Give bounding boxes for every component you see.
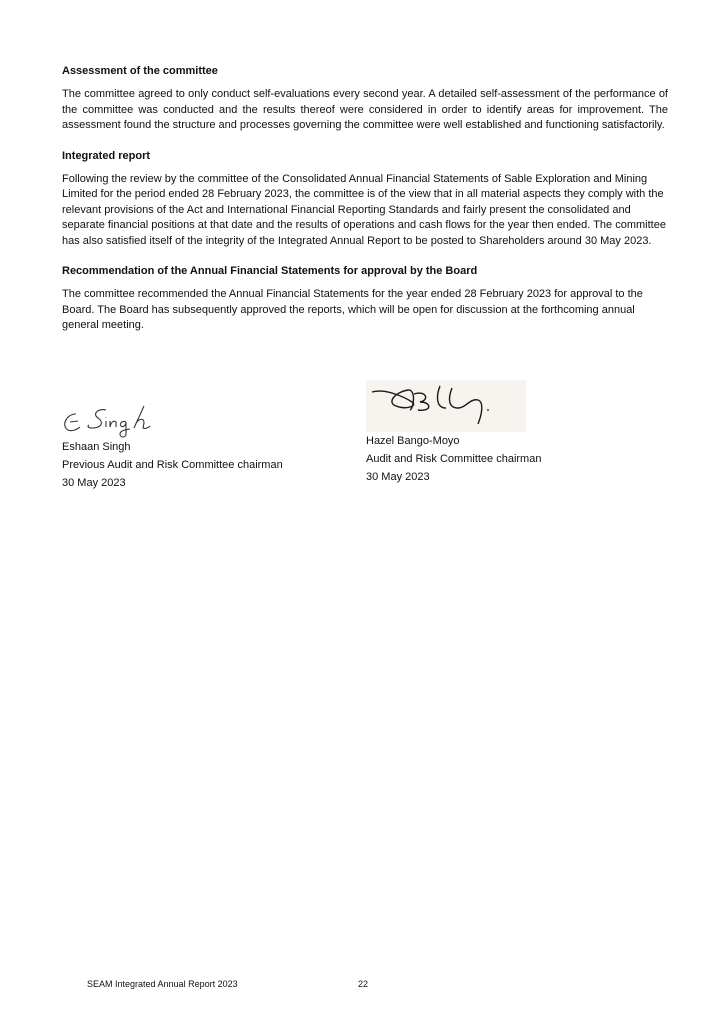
document-body — [62, 64, 668, 349]
section-heading: Recommendation of the Annual Financial Statements for approval by the Board — [62, 265, 478, 277]
footer-report-title: SEAM Integrated Annual Report 2023 — [87, 979, 238, 989]
section-body: The committee recommended the Annual Financial Statements for the year ended 28 February 2023 for approval to the Board. The Board has subsequently approved the reports, which will be open for discussion at the forthcoming annual general meeting. — [62, 288, 643, 331]
section-assessment — [62, 64, 668, 134]
section-recommendation — [62, 264, 668, 334]
signatory-title: Audit and Risk Committee chairman — [366, 453, 542, 465]
section-body: Following the review by the committee of the Consolidated Annual Financial Statements of Sable Exploration and Mining Limited for the period ended 28 February 2023, the committee is of the view that in all material aspects they comply with the relevant provisions of the Act and International Financial Reporting Standards and fairly present the consolidated and separate financial positions at that date and the results of operations and cash flows for the year then ended. The committee has also satisfied itself of the integrity of the Integrated Annual Report to be posted to Shareholders around 30 May 2023. — [62, 172, 666, 247]
section-heading: Integrated report — [62, 149, 151, 162]
footer-page-number: 22 — [358, 979, 369, 989]
signature-singh — [62, 404, 172, 438]
signatory-date: 30 May 2023 — [62, 477, 126, 489]
signature-bango-moyo — [366, 380, 526, 432]
section-body: The committee agreed to only conduct self-evaluations every second year. A detailed self-assessment of the performance of the committee was conducted and the results thereof were considered in order to identify areas for improvement. The assessment found the structure and processes governing the committee were well established and functioning satisfactorily. — [62, 88, 668, 131]
signatory-title: Previous Audit and Risk Committee chairman — [62, 459, 283, 471]
section-integrated-report — [62, 149, 668, 250]
section-heading: Assessment of the committee — [62, 65, 218, 77]
signatory-singh — [62, 404, 283, 492]
signatory-bango-moyo — [366, 380, 541, 486]
signatory-date: 30 May 2023 — [366, 471, 430, 483]
signatory-name: Eshaan Singh — [62, 441, 131, 453]
signatory-name: Hazel Bango-Moyo — [366, 435, 460, 447]
